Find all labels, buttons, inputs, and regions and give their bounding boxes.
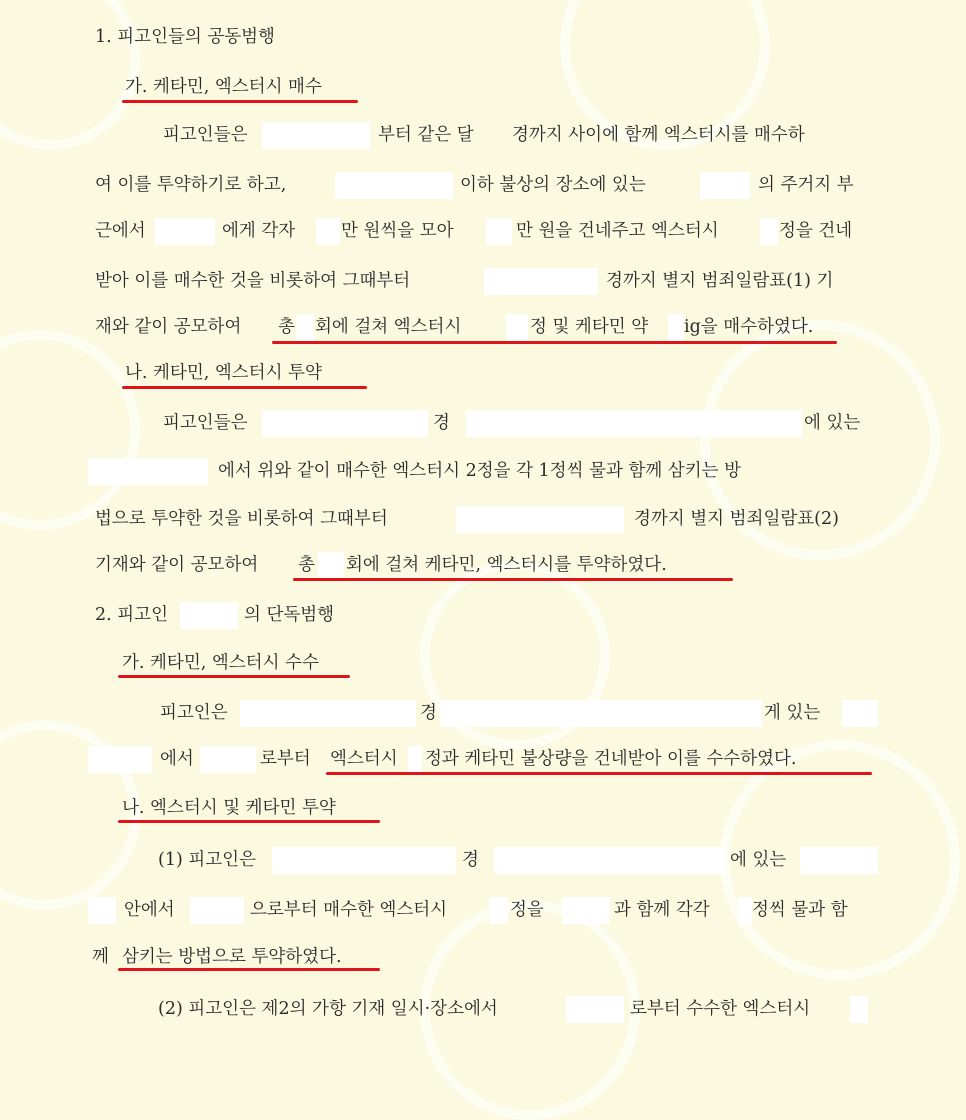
text-segment: 여 이를 투약하기로 하고, xyxy=(95,175,287,195)
text-segment: 정을 건네 xyxy=(779,221,853,241)
subsection-heading xyxy=(0,358,966,388)
text-segment: 총 xyxy=(298,555,315,575)
redaction-box xyxy=(490,897,508,924)
text-segment: 에 있는 xyxy=(804,413,861,433)
text-segment: 에서 위와 같이 매수한 엑스터시 2정을 각 1정씩 물과 함께 삼키는 방 xyxy=(218,461,741,481)
redaction-box xyxy=(562,897,610,924)
paragraph-line xyxy=(0,994,966,1024)
paragraph-line xyxy=(0,550,966,580)
redaction-box xyxy=(842,700,878,727)
text-segment: 경까지 사이에 함께 엑스터시를 매수하 xyxy=(512,125,805,145)
text-segment: ig을 매수하였다. xyxy=(684,317,814,337)
subsection-heading xyxy=(0,648,966,678)
red-underline xyxy=(118,968,380,971)
text-segment: 경 xyxy=(433,413,450,433)
text-segment: 근에서 xyxy=(95,221,146,241)
text-segment: 으로부터 매수한 엑스터시 xyxy=(250,900,448,920)
paragraph-line xyxy=(0,456,966,486)
subsection-heading xyxy=(0,72,966,102)
heading-text: 2. 피고인 xyxy=(95,605,168,625)
red-underline xyxy=(122,386,367,389)
text-segment: 엑스터시 xyxy=(330,749,398,769)
redaction-box xyxy=(88,746,152,773)
text-segment: 에 있는 xyxy=(730,850,787,870)
text-segment: 부터 같은 달 xyxy=(378,125,474,145)
heading-text: 나. 엑스터시 및 케타민 투약 xyxy=(122,798,336,818)
text-segment: 경까지 별지 범죄일람표(2) xyxy=(634,509,839,529)
text-segment: (1) 피고인은 xyxy=(158,850,256,870)
text-segment: 께 xyxy=(92,947,109,967)
redaction-box xyxy=(668,314,684,341)
redaction-box xyxy=(506,314,528,341)
text-segment: 정씩 물과 함 xyxy=(752,900,848,920)
redaction-box xyxy=(316,218,340,245)
redaction-box xyxy=(262,122,370,149)
paragraph-line xyxy=(0,216,966,246)
text-segment: 피고인들은 xyxy=(163,413,248,433)
redaction-box xyxy=(800,847,878,874)
paragraph-line xyxy=(0,266,966,296)
text-segment: 에게 각자 xyxy=(222,221,296,241)
section-heading xyxy=(0,22,966,52)
text-segment: (2) 피고인은 제2의 가항 기재 일시·장소에서 xyxy=(158,999,498,1019)
text-segment: 경까지 별지 범죄일람표(1) 기 xyxy=(606,271,834,291)
subsection-heading xyxy=(0,793,966,823)
redaction-box xyxy=(484,268,598,295)
red-underline xyxy=(122,100,358,103)
red-underline xyxy=(326,772,872,775)
text-segment: 안에서 xyxy=(124,900,175,920)
paragraph-line xyxy=(0,408,966,438)
text-segment: 경 xyxy=(462,850,479,870)
redaction-box xyxy=(180,602,238,629)
text-segment: 과 함께 각각 xyxy=(614,900,710,920)
redaction-box xyxy=(200,746,256,773)
heading-text: 1. 피고인들의 공동범행 xyxy=(95,27,275,47)
text-segment: 정과 케타민 불상량을 건네받아 이를 수수하였다. xyxy=(425,749,797,769)
paragraph-line xyxy=(0,698,966,728)
redaction-box xyxy=(88,897,116,924)
redaction-box xyxy=(272,847,456,874)
paragraph-line xyxy=(0,170,966,200)
text-segment: 삼키는 방법으로 투약하였다. xyxy=(122,947,342,967)
redaction-box xyxy=(440,700,762,727)
redaction-box xyxy=(466,410,802,437)
redaction-box xyxy=(240,700,416,727)
redaction-box xyxy=(738,897,752,924)
text-segment: 총 xyxy=(278,317,295,337)
text-segment: 회에 걸쳐 케타민, 엑스터시를 투약하였다. xyxy=(346,555,667,575)
text-segment: 회에 걸쳐 엑스터시 xyxy=(315,317,462,337)
redaction-box xyxy=(494,847,726,874)
text-segment: 로부터 수수한 엑스터시 xyxy=(630,999,811,1019)
redaction-box xyxy=(486,218,512,245)
red-underline xyxy=(118,820,380,823)
section-heading xyxy=(0,600,966,630)
text-segment: 만 원을 건네주고 엑스터시 xyxy=(516,221,719,241)
paragraph-line xyxy=(0,845,966,875)
redaction-box xyxy=(190,897,244,924)
redaction-box xyxy=(850,996,868,1023)
text-segment: 재와 같이 공모하여 xyxy=(95,317,242,337)
text-segment: 기재와 같이 공모하여 xyxy=(95,555,259,575)
paragraph-line xyxy=(0,312,966,342)
text-segment: 게 있는 xyxy=(764,703,821,723)
redaction-box xyxy=(335,172,453,199)
redaction-box xyxy=(262,410,428,437)
text-segment: 받아 이를 매수한 것을 비롯하여 그때부터 xyxy=(95,271,411,291)
text-segment: 만 원씩을 모아 xyxy=(341,221,454,241)
red-underline xyxy=(293,578,733,581)
redaction-box xyxy=(566,996,624,1023)
redaction-box xyxy=(88,458,208,485)
heading-text: 의 단독범행 xyxy=(244,605,335,625)
text-segment: 의 주거지 부 xyxy=(758,175,854,195)
redaction-box xyxy=(318,552,344,579)
paragraph-line xyxy=(0,895,966,925)
text-segment: 에서 xyxy=(160,749,194,769)
text-segment: 로부터 xyxy=(260,749,311,769)
text-segment: 피고인들은 xyxy=(163,125,248,145)
paragraph-line xyxy=(0,744,966,774)
text-segment: 법으로 투약한 것을 비롯하여 그때부터 xyxy=(95,509,388,529)
paragraph-line xyxy=(0,120,966,150)
redaction-box xyxy=(456,506,624,533)
text-segment: 경 xyxy=(420,703,437,723)
redaction-box xyxy=(296,314,314,341)
text-segment: 이하 불상의 장소에 있는 xyxy=(460,175,646,195)
redaction-box xyxy=(155,218,215,245)
text-segment: 피고인은 xyxy=(160,703,228,723)
heading-text: 가. 케타민, 엑스터시 매수 xyxy=(125,77,322,97)
redaction-box xyxy=(408,746,422,773)
heading-text: 가. 케타민, 엑스터시 수수 xyxy=(122,653,319,673)
redaction-box xyxy=(700,172,750,199)
redaction-box xyxy=(760,218,778,245)
text-segment: 정 및 케타민 약 xyxy=(530,317,649,337)
heading-text: 나. 케타민, 엑스터시 투약 xyxy=(125,363,322,383)
red-underline xyxy=(118,675,350,678)
paragraph-line xyxy=(0,504,966,534)
text-segment: 정을 xyxy=(510,900,544,920)
red-underline xyxy=(272,341,837,344)
